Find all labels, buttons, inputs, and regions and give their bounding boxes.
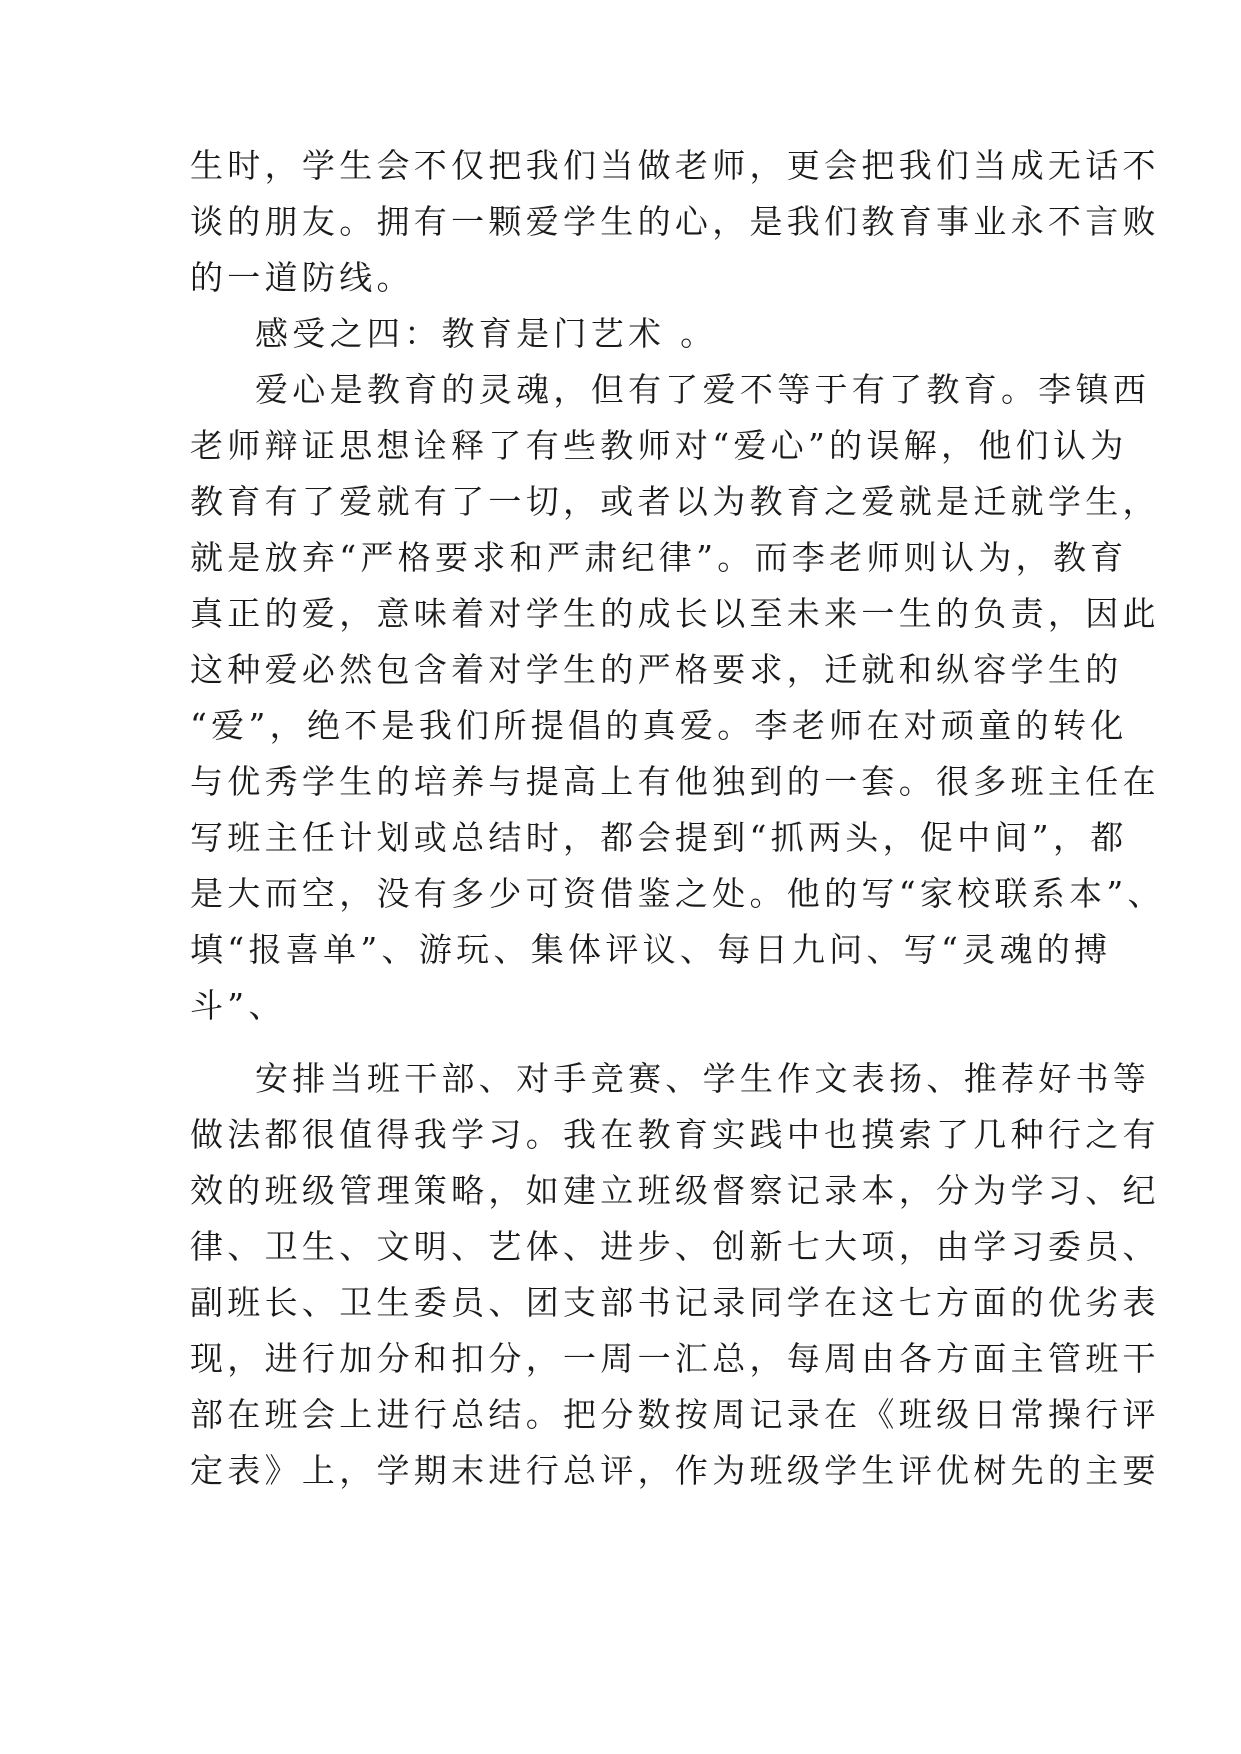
text-line: 斗”、 bbox=[190, 986, 286, 1025]
text-line: 定表》上，学期末进行总评，作为班级学生评优树先的主要 bbox=[190, 1451, 1160, 1490]
text-line: 的一道防线。 bbox=[190, 258, 414, 297]
text-line: 爱心是教育的灵魂，但有了爱不等于有了教育。李镇西 bbox=[255, 370, 1151, 409]
text-line: 安排当班干部、对手竞赛、学生作文表扬、推荐好书等 bbox=[255, 1059, 1151, 1098]
text-line: 做法都很值得我学习。我在教育实践中也摸索了几种行之有 bbox=[190, 1115, 1160, 1154]
text-line: 现，进行加分和扣分，一周一汇总，每周由各方面主管班干 bbox=[190, 1339, 1160, 1378]
text-line: 写班主任计划或总结时，都会提到“抓两头，促中间”，都 bbox=[190, 818, 1128, 857]
text-line: 就是放弃“严格要求和严肃纪律”。而李老师则认为，教育 bbox=[190, 538, 1128, 577]
text-line: 老师辩证思想诠释了有些教师对“爱心”的误解，他们认为 bbox=[190, 426, 1128, 465]
text-line: 这种爱必然包含着对学生的严格要求，迁就和纵容学生的 bbox=[190, 650, 1123, 689]
text-line: 生时，学生会不仅把我们当做老师，更会把我们当成无话不 bbox=[190, 146, 1160, 185]
text-line: 是大而空，没有多少可资借鉴之处。他的写“家校联系本”、 bbox=[190, 874, 1165, 913]
text-line: “爱”，绝不是我们所提倡的真爱。李老师在对顽童的转化 bbox=[190, 706, 1128, 745]
text-line: 与优秀学生的培养与提高上有他独到的一套。很多班主任在 bbox=[190, 762, 1160, 801]
text-line: 律、卫生、文明、艺体、进步、创新七大项，由学习委员、 bbox=[190, 1227, 1160, 1266]
text-line: 部在班会上进行总结。把分数按周记录在《班级日常操行评 bbox=[190, 1395, 1160, 1434]
section-heading: 感受之四：教育是门艺术 。 bbox=[255, 314, 718, 353]
text-line: 效的班级管理策略，如建立班级督察记录本，分为学习、纪 bbox=[190, 1171, 1160, 1210]
text-line: 填“报喜单”、游玩、集体评议、每日九问、写“灵魂的搏 bbox=[190, 930, 1112, 969]
text-line: 副班长、卫生委员、团支部书记录同学在这七方面的优劣表 bbox=[190, 1283, 1160, 1322]
text-line: 真正的爱，意味着对学生的成长以至未来一生的负责，因此 bbox=[190, 594, 1160, 633]
text-line: 谈的朋友。拥有一颗爱学生的心，是我们教育事业永不言败 bbox=[190, 202, 1160, 241]
text-line: 教育有了爱就有了一切，或者以为教育之爱就是迁就学生， bbox=[190, 482, 1160, 521]
